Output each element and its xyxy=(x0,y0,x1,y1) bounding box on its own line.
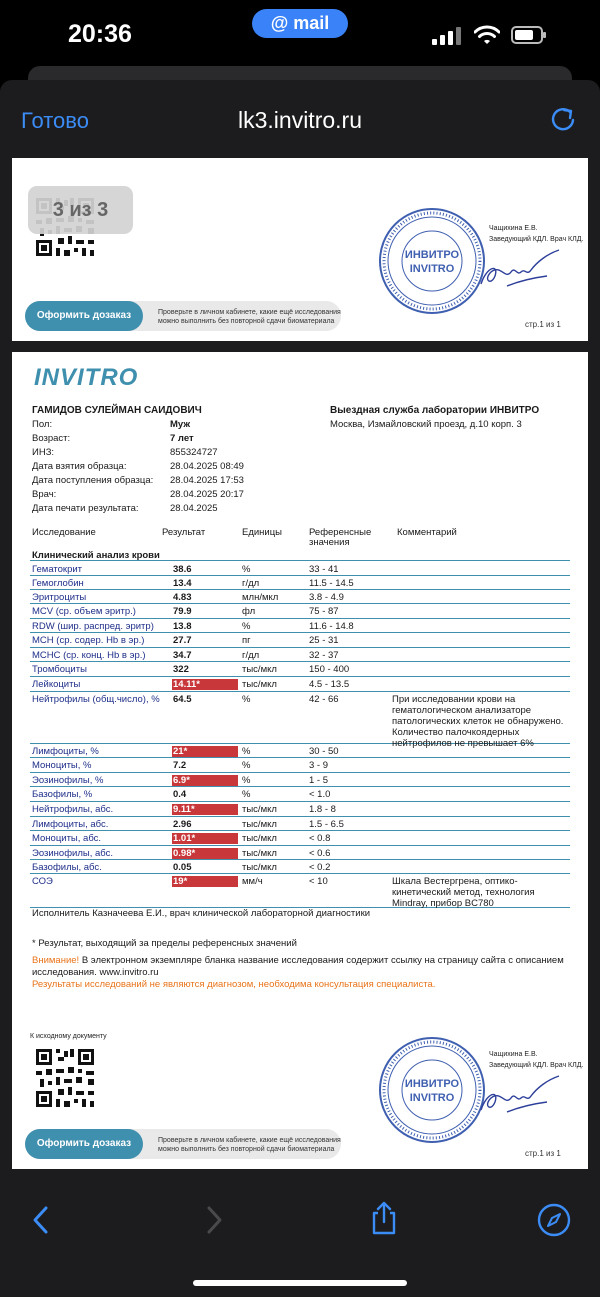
test-name[interactable]: Нейтрофилы (общ.число), % xyxy=(32,694,160,705)
units: тыс/мкл xyxy=(242,819,277,830)
reference-range: < 0.6 xyxy=(309,848,331,859)
test-name[interactable]: Моноциты, % xyxy=(32,760,92,771)
bottom-toolbar xyxy=(0,1170,600,1297)
field-value: 28.04.2025 08:49 xyxy=(170,461,244,472)
lab-name: Выездная служба лаборатории ИНВИТРО xyxy=(330,405,540,416)
result-value: 21* xyxy=(172,746,238,757)
back-to-app-pill[interactable]: @ mail xyxy=(252,9,348,38)
reference-range: 33 - 41 xyxy=(309,564,339,575)
safari-compass-icon[interactable] xyxy=(536,1202,572,1238)
reference-range: 150 - 400 xyxy=(309,664,350,675)
field-label: Возраст: xyxy=(32,433,71,444)
reference-range: < 0.8 xyxy=(309,833,331,844)
table-row xyxy=(30,633,570,648)
result-value: 13.4 xyxy=(173,578,192,589)
reference-range: < 0.2 xyxy=(309,862,331,873)
units: тыс/мкл xyxy=(242,833,277,844)
document-page-3 xyxy=(12,352,588,1169)
share-icon[interactable] xyxy=(366,1200,402,1236)
website-link[interactable]: www.invitro.ru xyxy=(99,967,159,978)
qr-code-icon[interactable] xyxy=(34,1047,96,1109)
reference-range: 1.5 - 6.5 xyxy=(309,819,344,830)
order-more-banner xyxy=(25,301,341,331)
url-title: lk3.invitro.ru xyxy=(238,107,362,133)
table-row xyxy=(30,874,570,908)
result-value: 7.2 xyxy=(173,760,187,771)
source-doc-label: К исходному документу xyxy=(30,1033,107,1040)
field-label: Дата поступления образца: xyxy=(32,475,154,486)
lab-address: Москва, Измайловский проезд, д.10 корп. 3 xyxy=(330,419,522,430)
cellular-signal-icon xyxy=(432,27,464,45)
test-name[interactable]: MCH (ср. содер. Hb в эр.) xyxy=(32,635,145,646)
performer: Исполнитель Казначеева Е.И., врач клинической лабораторной диагностики xyxy=(32,908,371,919)
attention-label: Внимание! xyxy=(32,955,80,966)
units: тыс/мкл xyxy=(242,862,277,873)
units: % xyxy=(242,621,251,632)
test-name[interactable]: Лимфоциты, % xyxy=(32,746,99,757)
attention-text: В электронном экземпляре бланка название исследования содержит ссылку на страницу сайта с описанием исследования. xyxy=(32,955,564,978)
result-value: 1.01* xyxy=(172,833,238,844)
field-value: 855324727 xyxy=(170,447,218,458)
table-row xyxy=(30,662,570,677)
units: тыс/мкл xyxy=(242,804,277,815)
reference-range: 25 - 31 xyxy=(309,635,339,646)
test-name[interactable]: Базофилы, абс. xyxy=(32,862,102,873)
wifi-icon xyxy=(474,24,500,46)
test-name[interactable]: Эритроциты xyxy=(32,592,87,603)
forward-chevron-icon[interactable] xyxy=(196,1202,232,1238)
svg-text:INVITRO: INVITRO xyxy=(409,1092,455,1104)
result-value: 0.98* xyxy=(172,848,238,859)
result-value: 64.5 xyxy=(173,694,192,705)
table-row xyxy=(30,744,570,758)
reference-range: 42 - 66 xyxy=(309,694,339,705)
test-name[interactable]: Гемоглобин xyxy=(32,578,84,589)
col-header-reference: Референсные значения xyxy=(309,527,372,548)
test-name[interactable]: Базофилы, % xyxy=(32,789,93,800)
result-value: 14.11* xyxy=(172,679,238,690)
back-chevron-icon[interactable] xyxy=(24,1202,60,1238)
units: тыс/мкл xyxy=(242,848,277,859)
stamp-icon xyxy=(377,1035,487,1145)
field-label: Дата взятия образца: xyxy=(32,461,127,472)
order-more-banner xyxy=(25,1129,341,1159)
table-row xyxy=(30,604,570,619)
test-name[interactable]: Лимфоциты, абс. xyxy=(32,819,109,830)
patient-name: ГАМИДОВ СУЛЕЙМАН САИДОВИЧ xyxy=(32,405,202,416)
reference-range: 1 - 5 xyxy=(309,775,329,786)
col-header-test: Исследование xyxy=(32,527,96,538)
table-row xyxy=(30,773,570,787)
field-label: Врач: xyxy=(32,489,57,500)
result-value: 34.7 xyxy=(173,650,192,661)
field-label: Пол: xyxy=(32,419,53,430)
field-label: Дата печати результата: xyxy=(32,503,139,514)
signer-title: Заведующий КДЛ. Врач КЛД. xyxy=(489,1062,584,1069)
units: % xyxy=(242,775,251,786)
result-value: 79.9 xyxy=(173,606,192,617)
table-row xyxy=(30,831,570,846)
status-bar xyxy=(0,0,600,70)
units: % xyxy=(242,789,251,800)
table-row xyxy=(30,576,570,590)
table-row xyxy=(30,562,570,576)
table-row xyxy=(30,802,570,817)
comment: При исследовании крови на гематологическом анализаторе патологических клеток не обнаружено. Количество палочкоядерных нейтрофилов не превышает 6% xyxy=(392,694,564,749)
reference-range: 11.6 - 14.8 xyxy=(309,621,354,632)
page-indicator: 3 из 3 xyxy=(28,186,133,234)
result-value: 9.11* xyxy=(172,804,238,815)
reference-range: 3.8 - 4.9 xyxy=(309,592,344,603)
home-indicator xyxy=(193,1280,407,1286)
field-value: 7 лет xyxy=(170,433,194,444)
reload-icon[interactable] xyxy=(548,104,578,134)
svg-text:ИНВИТРО: ИНВИТРО xyxy=(404,249,460,261)
signer-name: Чащихина Е.В. xyxy=(489,1051,538,1058)
test-name[interactable]: Эозинофилы, абс. xyxy=(32,848,113,859)
reference-range: < 10 xyxy=(309,876,328,887)
reference-range: 75 - 87 xyxy=(309,606,339,617)
table-row xyxy=(30,619,570,633)
test-name[interactable]: RDW (шир. распред. эритр) xyxy=(32,621,154,632)
field-value: 28.04.2025 20:17 xyxy=(170,489,244,500)
done-button[interactable]: Готово xyxy=(21,108,89,133)
order-more-note: Проверьте в личном кабинете, какие ещё исследования можно выполнить без повторной сдачи биоматериала xyxy=(158,309,341,325)
reference-range: 1.8 - 8 xyxy=(309,804,336,815)
reference-range: 3 - 9 xyxy=(309,760,329,771)
test-name[interactable]: СОЭ xyxy=(32,876,53,887)
units: г/дл xyxy=(242,578,260,589)
result-value: 322 xyxy=(173,664,189,675)
table-row xyxy=(30,758,570,773)
attention-note xyxy=(32,955,577,979)
signer-title: Заведующий КДЛ. Врач КЛД. xyxy=(489,236,584,243)
order-more-note: Проверьте в личном кабинете, какие ещё исследования можно выполнить без повторной сдачи биоматериала xyxy=(158,1137,341,1153)
footnote: * Результат, выходящий за пределы референсных значений xyxy=(32,938,297,949)
reference-range: 4.5 - 13.5 xyxy=(309,679,350,690)
result-value: 0.4 xyxy=(173,789,187,800)
result-value: 19* xyxy=(172,876,238,887)
result-value: 4.83 xyxy=(173,592,192,603)
units: тыс/мкл xyxy=(242,664,277,675)
test-name[interactable]: Тромбоциты xyxy=(32,664,87,675)
field-value: Муж xyxy=(170,419,191,430)
result-value: 27.7 xyxy=(173,635,192,646)
table-row xyxy=(30,817,570,831)
disclaimer: Результаты исследований не являются диагнозом, необходима консультация специалиста. xyxy=(32,979,436,990)
result-value: 2.96 xyxy=(173,819,192,830)
test-name[interactable]: Моноциты, абс. xyxy=(32,833,102,844)
table-divider xyxy=(30,560,570,561)
svg-text:INVITRO: INVITRO xyxy=(409,263,455,275)
reference-range: 32 - 37 xyxy=(309,650,339,661)
clock: 20:36 xyxy=(68,20,132,48)
order-more-button[interactable]: Оформить дозаказ xyxy=(25,301,143,331)
test-name[interactable]: Гематокрит xyxy=(32,564,83,575)
col-header-units: Единицы xyxy=(242,527,283,538)
units: % xyxy=(242,564,251,575)
units: фл xyxy=(242,606,256,617)
signer-block xyxy=(489,223,583,245)
order-more-button[interactable]: Оформить дозаказ xyxy=(25,1129,143,1159)
page-number: стр.1 из 1 xyxy=(525,1149,561,1158)
units: млн/мкл xyxy=(242,592,279,603)
table-row xyxy=(30,846,570,860)
result-value: 38.6 xyxy=(173,564,192,575)
test-name[interactable]: Лейкоциты xyxy=(32,679,81,690)
stamp-icon xyxy=(377,206,487,316)
units: % xyxy=(242,746,251,757)
result-value: 13.8 xyxy=(173,621,192,632)
table-row xyxy=(30,860,570,874)
units: мм/ч xyxy=(242,876,263,887)
units: г/дл xyxy=(242,650,260,661)
signature-icon xyxy=(477,246,562,291)
table-row xyxy=(30,677,570,692)
svg-text:ИНВИТРО: ИНВИТРО xyxy=(404,1078,460,1090)
col-header-comment: Комментарий xyxy=(397,527,457,538)
invitro-logo: INVITRO xyxy=(34,364,139,391)
signature-icon xyxy=(477,1072,562,1117)
result-value: 6.9* xyxy=(172,775,238,786)
units: % xyxy=(242,694,251,705)
test-name[interactable]: MCHC (ср. конц. Hb в эр.) xyxy=(32,650,146,661)
battery-icon xyxy=(511,26,543,44)
col-header-result: Результат xyxy=(162,527,206,538)
units: % xyxy=(242,760,251,771)
test-name[interactable]: Эозинофилы, % xyxy=(32,775,104,786)
reference-range: 11.5 - 14.5 xyxy=(309,578,354,589)
units: тыс/мкл xyxy=(242,679,277,690)
table-row xyxy=(30,648,570,662)
group-title: Клинический анализ крови xyxy=(32,550,160,561)
reference-range: < 1.0 xyxy=(309,789,331,800)
field-value: 28.04.2025 xyxy=(170,503,218,514)
table-row xyxy=(30,787,570,802)
signer-block xyxy=(489,1049,583,1071)
field-label: ИНЗ: xyxy=(32,447,55,458)
reference-range: 30 - 50 xyxy=(309,746,339,757)
units: пг xyxy=(242,635,251,646)
test-name[interactable]: Нейтрофилы, абс. xyxy=(32,804,114,815)
page-number: стр.1 из 1 xyxy=(525,320,561,329)
result-value: 0.05 xyxy=(173,862,192,873)
table-row xyxy=(30,692,570,749)
table-row xyxy=(30,590,570,604)
field-value: 28.04.2025 17:53 xyxy=(170,475,244,486)
signer-name: Чащихина Е.В. xyxy=(489,225,538,232)
comment: Шкала Вестергрена, оптико-кинетический метод, технология Mindray, прибор BC780 xyxy=(392,876,535,909)
test-name[interactable]: MCV (ср. объем эритр.) xyxy=(32,606,136,617)
